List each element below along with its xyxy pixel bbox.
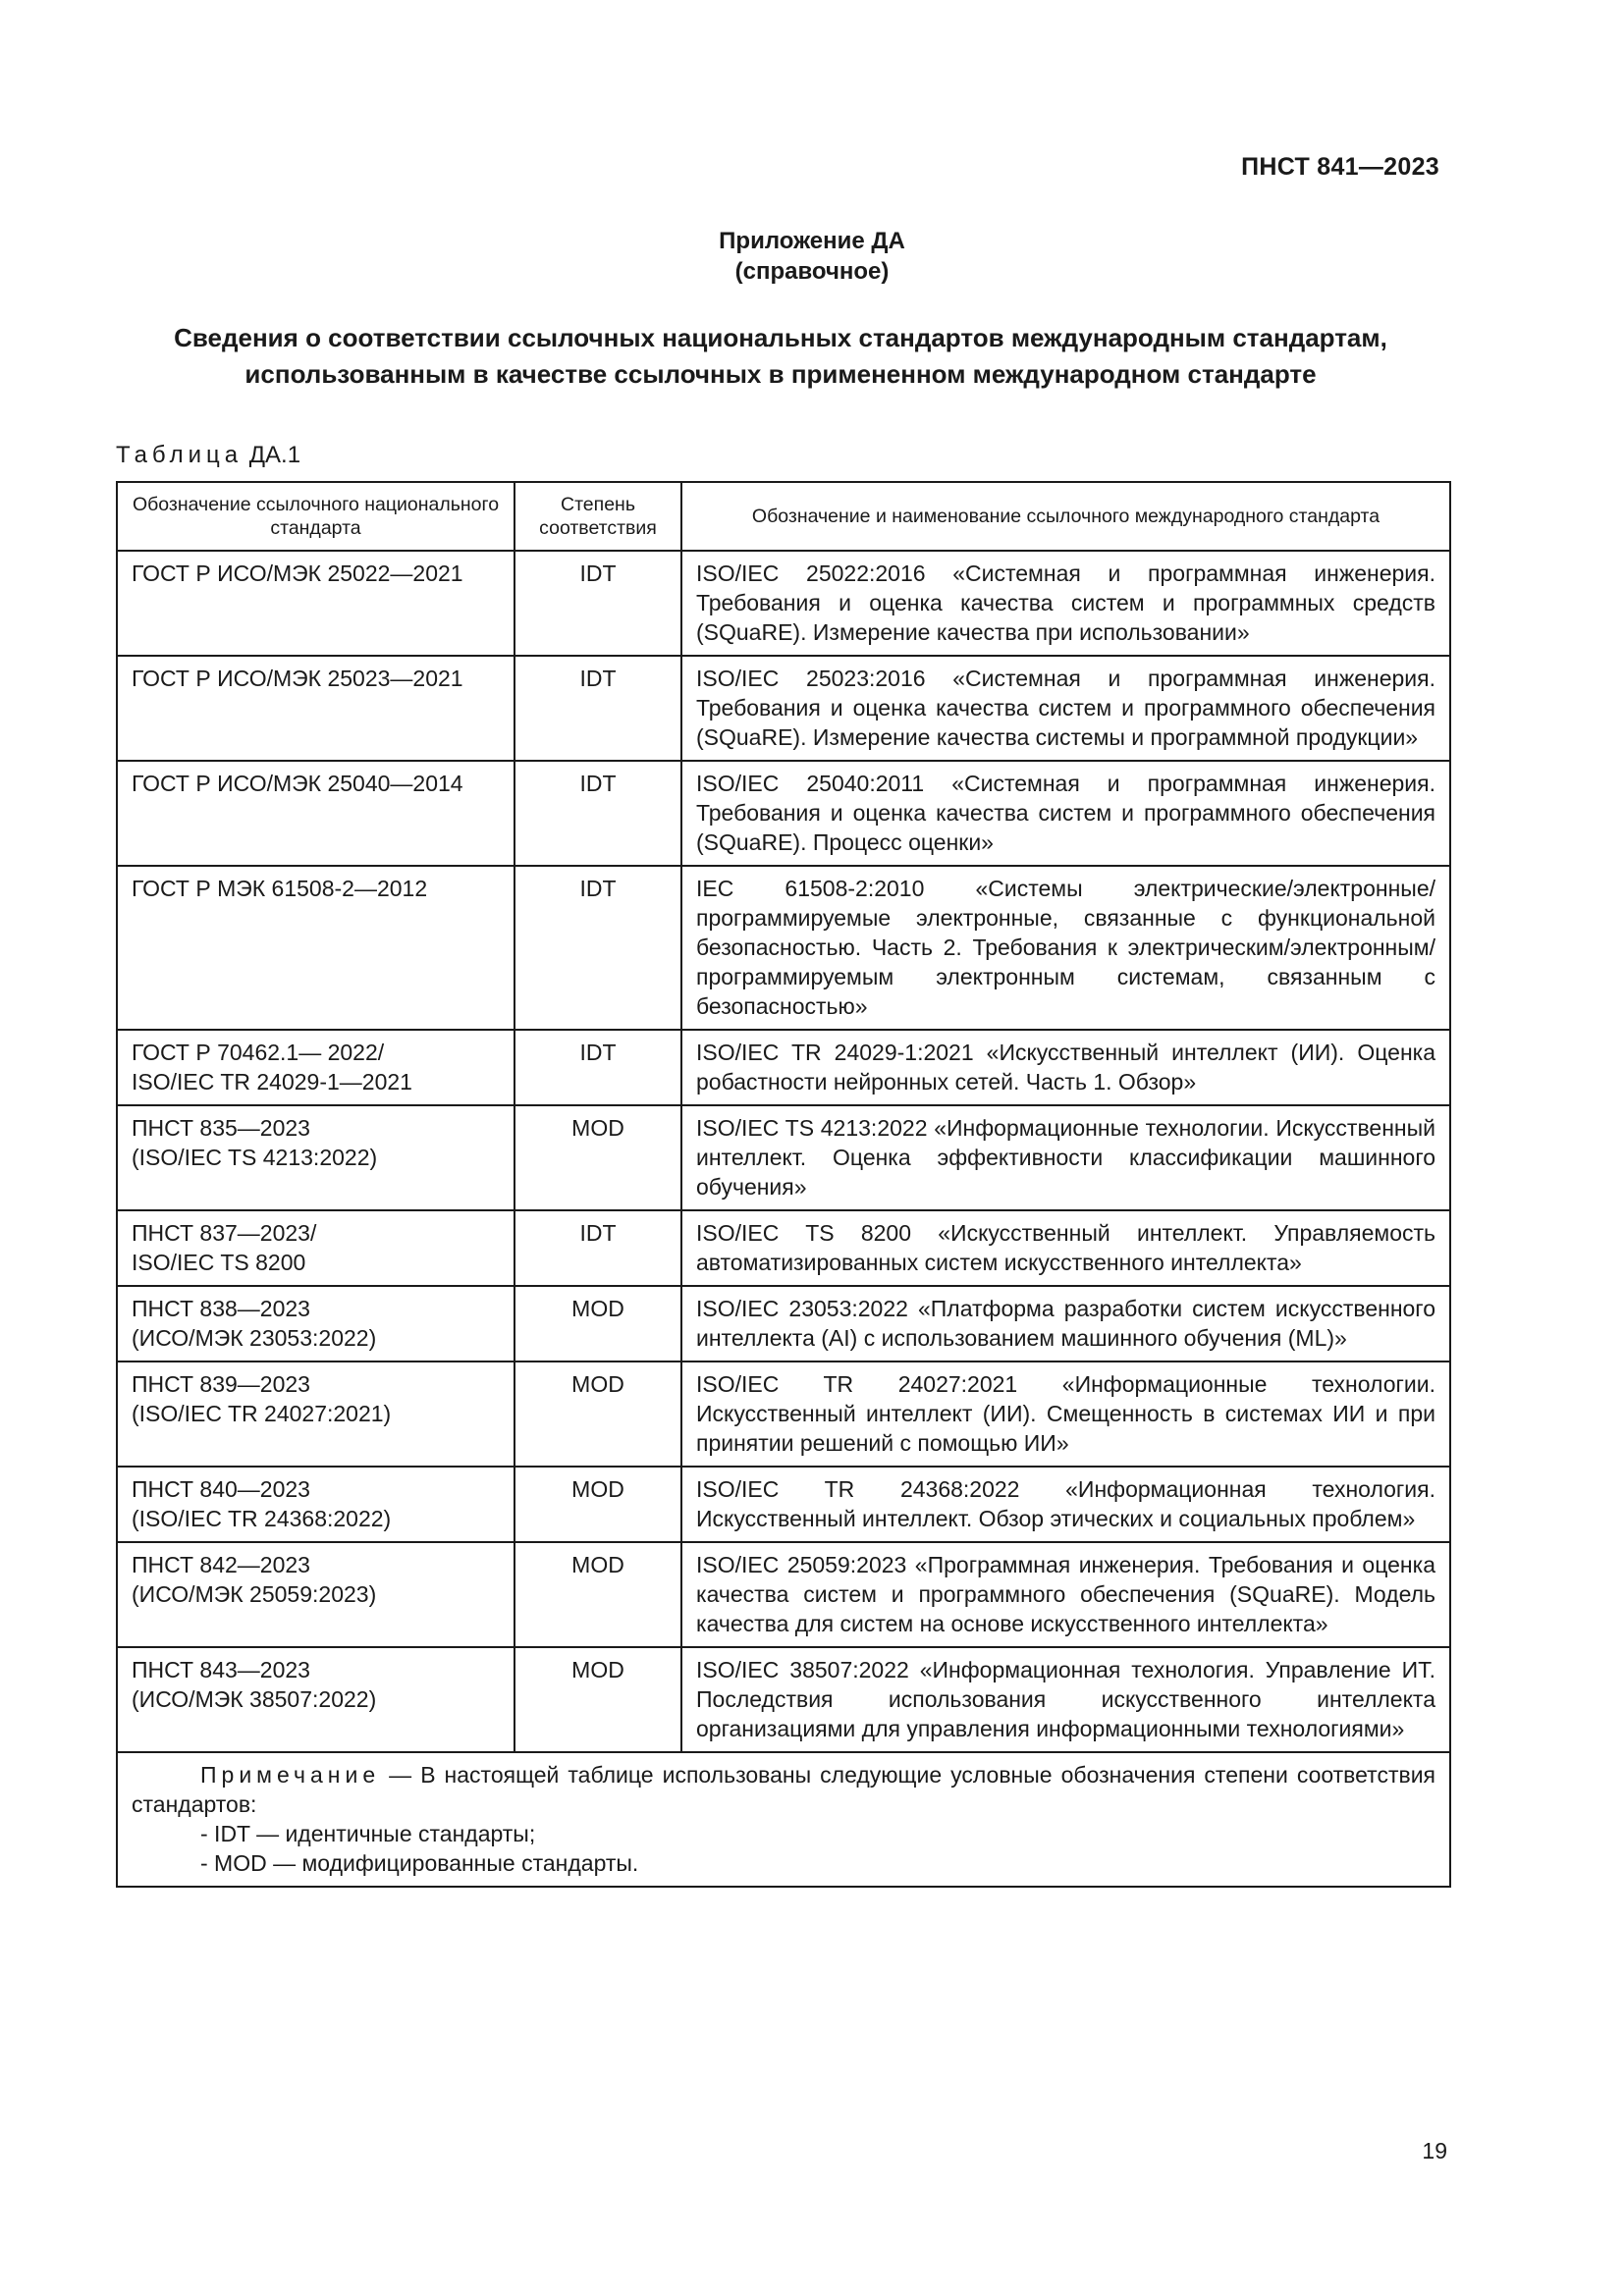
degree-cell: IDT [514, 866, 681, 1030]
header-degree: Степень соответствия [514, 482, 681, 551]
degree-cell: MOD [514, 1467, 681, 1542]
appendix-subtitle: (справочное) [734, 258, 890, 285]
table-row [117, 1542, 1450, 1647]
table-row [117, 1362, 1450, 1467]
degree-cell: IDT [514, 761, 681, 866]
table-row [117, 551, 1450, 656]
table-row [117, 1210, 1450, 1286]
degree-cell: IDT [514, 656, 681, 761]
page-number: 19 [1422, 2138, 1447, 2163]
degree-cell: MOD [514, 1105, 681, 1210]
national-standard-cell: ПНСТ 839—2023 (ISO/IEC TR 24027:2021) [117, 1362, 514, 1467]
table-row [117, 1105, 1450, 1210]
table-caption-number: ДА.1 [248, 442, 301, 468]
table-caption-word: Таблица [116, 442, 244, 468]
degree-cell: IDT [514, 551, 681, 656]
note-intro [132, 1760, 1435, 1819]
international-standard-cell: ISO/IEC TS 4213:2022 «Информационные технологии. Искусственный интеллект. Оценка эффективности классификации машинного обучения» [681, 1105, 1450, 1210]
document-code: ПНСТ 841—2023 [1241, 153, 1439, 181]
table-row [117, 1286, 1450, 1362]
table-row [117, 656, 1450, 761]
national-standard-cell: ПНСТ 838—2023 (ИСО/МЭК 23053:2022) [117, 1286, 514, 1362]
note-label: Примечание [200, 1762, 381, 1788]
degree-cell: MOD [514, 1647, 681, 1752]
national-standard-cell: ПНСТ 842—2023 (ИСО/МЭК 25059:2023) [117, 1542, 514, 1647]
national-standard-cell: ПНСТ 835—2023 (ISO/IEC TS 4213:2022) [117, 1105, 514, 1210]
degree-cell: MOD [514, 1286, 681, 1362]
international-standard-cell: ISO/IEC TR 24029-1:2021 «Искусственный интеллект (ИИ). Оценка робастности нейронных сетей. Часть 1. Обзор» [681, 1030, 1450, 1105]
table-note-row [117, 1752, 1450, 1887]
international-standard-cell: ISO/IEC 25040:2011 «Системная и программная инженерия. Требования и оценка качества систем и программного обеспечения (SQuaRE). Процесс оценки» [681, 761, 1450, 866]
table-header-row [117, 482, 1450, 551]
international-standard-cell: ISO/IEC 25059:2023 «Программная инженерия. Требования и оценка качества систем и программного обеспечения (SQuaRE). Модель качества для систем на основе искусственного интеллекта» [681, 1542, 1450, 1647]
table-row [117, 1647, 1450, 1752]
table-note [117, 1752, 1450, 1887]
table-row [117, 866, 1450, 1030]
header-international-standard: Обозначение и наименование ссылочного международного стандарта [681, 482, 1450, 551]
national-standard-cell: ГОСТ Р 70462.1— 2022/ ISO/IEC TR 24029-1—2021 [117, 1030, 514, 1105]
international-standard-cell: ISO/IEC 25023:2016 «Системная и программная инженерия. Требования и оценка качества систем и программного обеспечения (SQuaRE). Измерение качества системы и программной продукции» [681, 656, 1450, 761]
note-text: — В настоящей таблице использованы следующие условные обозначения степени соответствия стандартов: [132, 1762, 1436, 1817]
standards-table [116, 481, 1451, 1888]
international-standard-cell: ISO/IEC TR 24368:2022 «Информационная технология. Искусственный интеллект. Обзор этических и социальных проблем» [681, 1467, 1450, 1542]
section-title [108, 320, 1453, 393]
note-item-mod: - MOD — модифицированные стандарты. [200, 1850, 639, 1876]
international-standard-cell: IEC 61508-2:2010 «Системы электрические/электронные/программируемые электронные, связанные с функциональной безопасностью. Часть 2. Требования к электрическим/электронным/программируемым электронным системам, связанным с безопасностью» [681, 866, 1450, 1030]
degree-cell: MOD [514, 1542, 681, 1647]
table-row [117, 1467, 1450, 1542]
section-title-line-1: Сведения о соответствии ссылочных национальных стандартов международным стандартам, [174, 323, 1387, 352]
table-row [117, 761, 1450, 866]
national-standard-cell: ПНСТ 837—2023/ ISO/IEC TS 8200 [117, 1210, 514, 1286]
table-row [117, 1030, 1450, 1105]
degree-cell: IDT [514, 1030, 681, 1105]
international-standard-cell: ISO/IEC 23053:2022 «Платформа разработки систем искусственного интеллекта (AI) с использованием машинного обучения (ML)» [681, 1286, 1450, 1362]
note-item-idt: - IDT — идентичные стандарты; [200, 1821, 536, 1846]
international-standard-cell: ISO/IEC 38507:2022 «Информационная технология. Управление ИТ. Последствия использования искусственного интеллекта организациями для управления информационными технологиями» [681, 1647, 1450, 1752]
appendix-title: Приложение ДА [719, 228, 905, 254]
section-title-line-2: использованным в качестве ссылочных в примененном международном стандарте [244, 359, 1317, 389]
degree-cell: MOD [514, 1362, 681, 1467]
table-caption [116, 442, 300, 469]
national-standard-cell: ПНСТ 840—2023 (ISO/IEC TR 24368:2022) [117, 1467, 514, 1542]
national-standard-cell: ГОСТ Р ИСО/МЭК 25023—2021 [117, 656, 514, 761]
international-standard-cell: ISO/IEC TS 8200 «Искусственный интеллект. Управляемость автоматизированных систем искусственного интеллекта» [681, 1210, 1450, 1286]
degree-cell: IDT [514, 1210, 681, 1286]
national-standard-cell: ПНСТ 843—2023 (ИСО/МЭК 38507:2022) [117, 1647, 514, 1752]
header-national-standard: Обозначение ссылочного национального стандарта [117, 482, 514, 551]
international-standard-cell: ISO/IEC 25022:2016 «Системная и программная инженерия. Требования и оценка качества систем и программных средств (SQuaRE). Измерение качества при использовании» [681, 551, 1450, 656]
national-standard-cell: ГОСТ Р ИСО/МЭК 25040—2014 [117, 761, 514, 866]
national-standard-cell: ГОСТ Р ИСО/МЭК 25022—2021 [117, 551, 514, 656]
national-standard-cell: ГОСТ Р МЭК 61508-2—2012 [117, 866, 514, 1030]
appendix-heading [0, 226, 1624, 287]
international-standard-cell: ISO/IEC TR 24027:2021 «Информационные технологии. Искусственный интеллект (ИИ). Смещенность в системах ИИ и при принятии решений с помощью ИИ» [681, 1362, 1450, 1467]
